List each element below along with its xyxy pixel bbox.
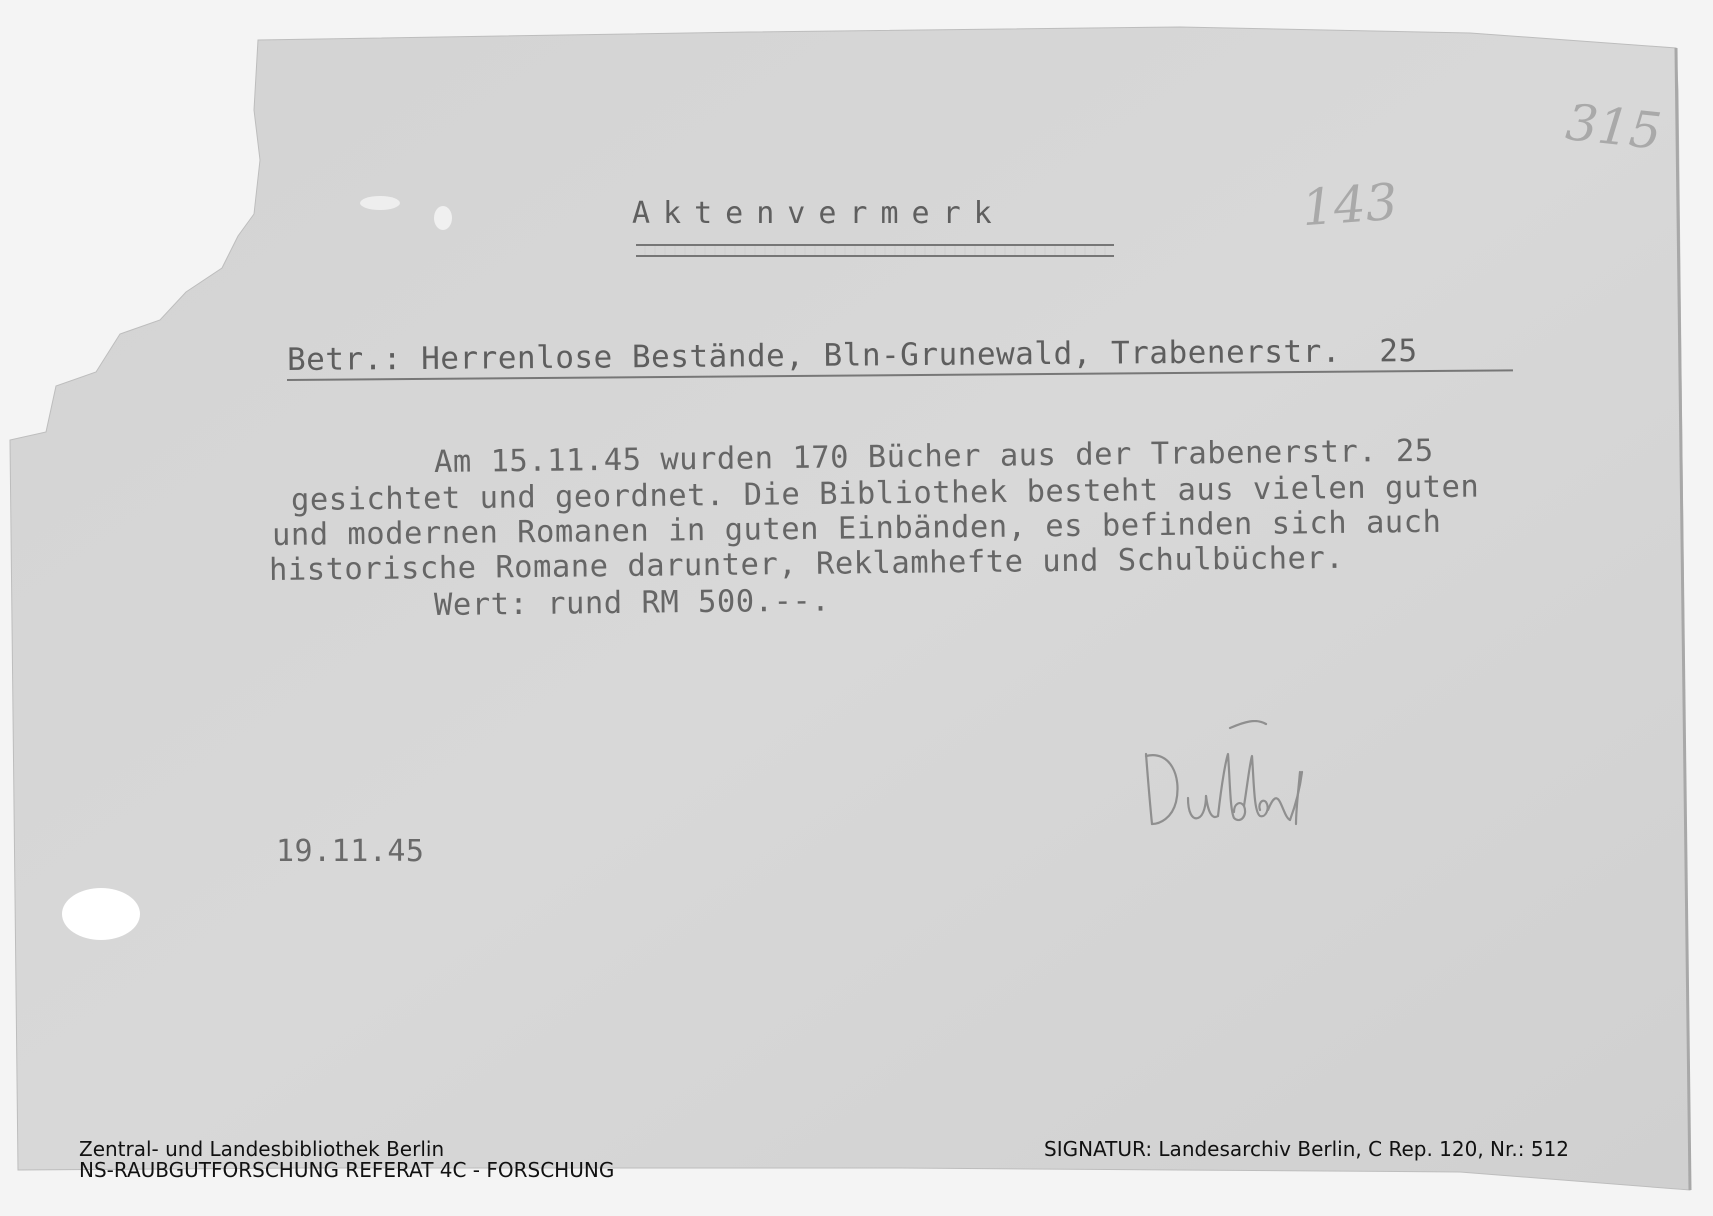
paper-speck (360, 196, 400, 210)
document-title: Aktenvermerk (632, 196, 1005, 231)
document-date: 19.11.45 (276, 834, 425, 869)
body-line-3: und modernen Romanen in guten Einbänden, es befinden sich auch (271, 504, 1442, 553)
subject-line: Betr.: Herrenlose Bestände, Bln-Grunewald, Trabenerstr. 25 (286, 333, 1418, 378)
footer-institution-line-1: Zentral- und Landesbibliothek Berlin (79, 1137, 445, 1161)
title-double-underline (636, 244, 1114, 257)
paper-hole (62, 888, 140, 940)
paper-speck (434, 206, 452, 230)
folio-number-143: 143 (1300, 172, 1400, 238)
footer-institution-line-2: NS-RAUBGUTFORSCHUNG REFERAT 4C - FORSCHUNG (79, 1158, 615, 1182)
folio-number-315: 315 (1563, 93, 1665, 161)
footer-signatur: SIGNATUR: Landesarchiv Berlin, C Rep. 120, Nr.: 512 (1044, 1137, 1570, 1161)
body-line-1: Am 15.11.45 wurden 170 Bücher aus der Trabenerstr. 25 (433, 433, 1434, 480)
body-line-2: gesichtet und geordnet. Die Bibliothek besteht aus vielen guten (290, 469, 1480, 518)
handwritten-signature (1130, 720, 1330, 840)
body-line-4: historische Romane darunter, Reklamhefte und Schulbücher. (268, 540, 1345, 588)
body-line-5: Wert: rund RM 500.--. (433, 583, 831, 623)
